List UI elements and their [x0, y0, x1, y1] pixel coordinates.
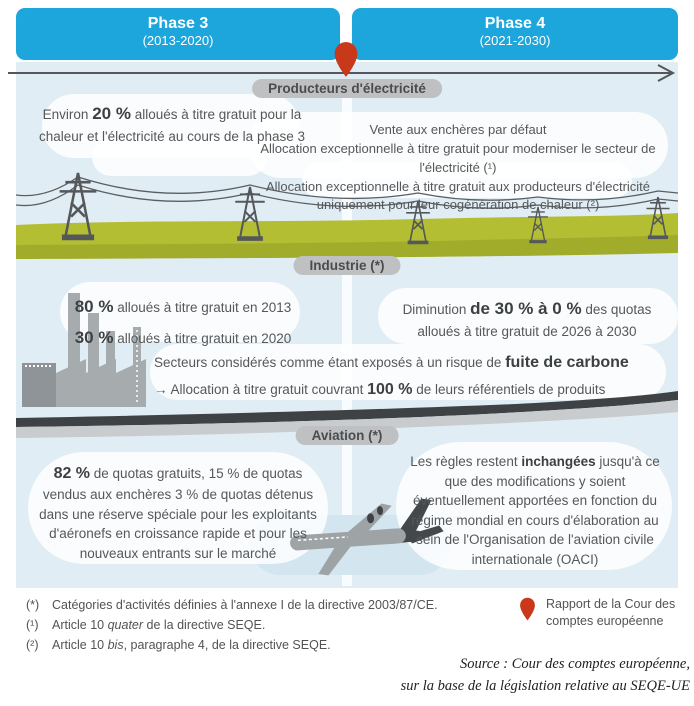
text-run: 3 % de quotas détenus dans une réserve spéciale pour les exploitants d'aéronefs en croissance rapide et pour les nouveaux entrants sur le marché: [39, 487, 317, 561]
text-run: de quotas gratuits, 15 % de quotas vendus aux enchères: [42, 466, 303, 503]
phase3-header: [16, 8, 340, 60]
text-run: Les règles restent: [410, 454, 522, 469]
footnote-marker: (²): [26, 637, 39, 652]
carbon-leakage-text: [154, 349, 666, 403]
text-run-italic: bis: [107, 637, 124, 652]
electricity-phase4-text: [242, 121, 674, 215]
location-pin-icon: [333, 41, 359, 78]
text-run: jusqu'à ce que des modifications y soient éventuellement apportées en fonction du régime mondial en cours d'élaboration au sein de l'Organisation de l'aviation civile internationale (OACI): [411, 454, 660, 567]
text-run: alloués à titre gratuit pour la chaleur et l'électricité au cours de la phase 3: [39, 107, 305, 145]
aviation-phase3-text: [32, 462, 324, 563]
text-run: Article 10: [52, 617, 108, 632]
text-run-italic: quater: [107, 617, 144, 632]
text-run: Catégories d'activités définies à l'annexe I de la directive 2003/87/CE.: [52, 598, 438, 612]
footnote-marker: (¹): [26, 617, 39, 632]
footnote-row: [26, 617, 512, 634]
text-run-bold: de 30 % à 0 %: [470, 299, 582, 318]
phase4-header: [352, 8, 678, 60]
footnote-row: [26, 597, 512, 614]
aviation-phase4-text: [402, 452, 668, 569]
phase3-period: (2013-2020): [142, 33, 214, 49]
phase4-title: Phase 4: [484, 15, 546, 32]
text-run: de leurs référentiels de produits: [412, 382, 606, 398]
electricity-phase4-item: Allocation exceptionnelle à titre gratuit aux producteurs d'électricité uniquement pour leur cogénération de chaleur (²): [265, 178, 651, 213]
carbon-leakage-line2: [154, 376, 666, 403]
text-run: Secteurs considérés comme étant exposés à un risque de: [154, 355, 506, 370]
section-label-industry: Industrie (*): [293, 256, 400, 275]
text-run: de la directive SEQE.: [143, 617, 266, 632]
text-run-bold: 20 %: [92, 104, 131, 123]
text-run: → Allocation à titre gratuit couvrant: [154, 382, 368, 398]
legend-pin-icon: [519, 597, 536, 621]
text-run-bold: 80 %: [74, 297, 114, 316]
text-run-bold: 82 %: [53, 465, 91, 482]
section-label-electricity: Producteurs d'électricité: [252, 79, 442, 98]
footnote-text: [52, 617, 265, 634]
text-run: Environ: [42, 107, 93, 122]
text-run: alloués à titre gratuit en 2020: [113, 330, 292, 346]
phase3-title: Phase 3: [147, 15, 209, 32]
industry-phase3-text: [48, 292, 318, 353]
text-run-bold: 30 %: [74, 327, 114, 347]
electricity-phase4-item: Vente aux enchères par défaut: [369, 122, 547, 137]
text-run: alloués à titre gratuit en 2013: [113, 300, 292, 315]
text-run: Diminution: [402, 302, 471, 317]
footnote-text: [52, 597, 438, 614]
phase4-period: (2021-2030): [479, 33, 551, 49]
footnote-row: [26, 637, 512, 654]
text-run-bold: 100 %: [367, 381, 413, 399]
footnotes: [26, 597, 512, 657]
industry-phase3-line1: [48, 292, 318, 323]
text-run-bold: inchangées: [521, 454, 596, 469]
source-line: Source : Cour des comptes européenne,: [459, 656, 690, 672]
industry-phase4-text: [386, 296, 668, 342]
source-attribution: [270, 653, 690, 698]
text-run-bold: fuite de carbone: [505, 354, 629, 371]
carbon-leakage-line1: [154, 349, 666, 376]
text-run: Article 10: [52, 637, 108, 652]
section-label-aviation: Aviation (*): [296, 426, 399, 445]
text-run: des quotas alloués à titre gratuit de 2026 à 2030: [417, 302, 652, 339]
footnote-marker: (*): [26, 598, 40, 612]
footnote-text: [52, 637, 331, 654]
text-run: , paragraphe 4, de la directive SEQE.: [123, 637, 331, 652]
source-line: sur la base de la législation relative au SEQE-UE: [400, 678, 690, 695]
legend-label: Rapport de la Cour des comptes européenne: [546, 597, 676, 628]
electricity-phase4-item: Allocation exceptionnelle à titre gratuit pour moderniser le secteur de l'électricité (¹): [260, 140, 656, 175]
